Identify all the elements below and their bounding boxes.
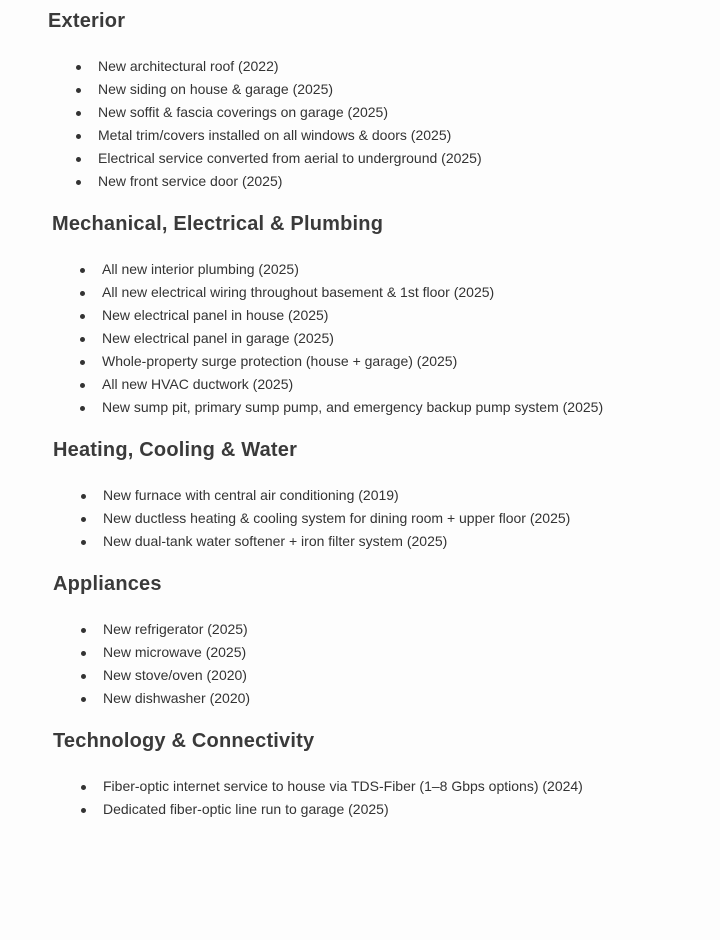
list-item: New stove/oven (2020) (81, 664, 720, 687)
section-heading: Technology & Connectivity (53, 730, 315, 752)
section-heating-cooling-water (53, 439, 720, 553)
list-item: New front service door (2025) (76, 170, 720, 193)
list-item: New siding on house & garage (2025) (76, 78, 720, 101)
list-item: New microwave (2025) (81, 641, 720, 664)
list-item: Whole-property surge protection (house + garage) (2025) (80, 350, 720, 373)
section-exterior (48, 10, 720, 193)
list-item: New electrical panel in house (2025) (80, 304, 720, 327)
section-heading: Appliances (53, 573, 162, 595)
list-item: Metal trim/covers installed on all windows & doors (2025) (76, 124, 720, 147)
list-item: New architectural roof (2022) (76, 55, 720, 78)
list-item: Fiber-optic internet service to house via TDS-Fiber (1–8 Gbps options) (2024) (81, 775, 720, 798)
list-item: New refrigerator (2025) (81, 618, 720, 641)
list-item: New furnace with central air conditioning (2019) (81, 484, 720, 507)
section-heading: Heating, Cooling & Water (53, 439, 298, 461)
list-item: New electrical panel in garage (2025) (80, 327, 720, 350)
bullet-list (48, 55, 720, 193)
bullet-list (53, 775, 720, 821)
list-item: New soffit & fascia coverings on garage (2025) (76, 101, 720, 124)
section-technology-connectivity (53, 730, 720, 821)
list-item: Electrical service converted from aerial to underground (2025) (76, 147, 720, 170)
section-appliances (53, 573, 720, 710)
section-mechanical-electrical-plumbing (52, 213, 720, 419)
list-item: All new electrical wiring throughout basement & 1st floor (2025) (80, 281, 720, 304)
list-item: New sump pit, primary sump pump, and emergency backup pump system (2025) (80, 396, 720, 419)
section-heading: Exterior (48, 10, 126, 32)
list-item: New dishwasher (2020) (81, 687, 720, 710)
bullet-list (53, 484, 720, 553)
list-item: All new interior plumbing (2025) (80, 258, 720, 281)
list-item: Dedicated fiber-optic line run to garage (2025) (81, 798, 720, 821)
list-item: All new HVAC ductwork (2025) (80, 373, 720, 396)
bullet-list (52, 258, 720, 419)
bullet-list (53, 618, 720, 710)
list-item: New dual-tank water softener + iron filter system (2025) (81, 530, 720, 553)
list-item: New ductless heating & cooling system for dining room + upper floor (2025) (81, 507, 720, 530)
section-heading: Mechanical, Electrical & Plumbing (52, 213, 384, 235)
